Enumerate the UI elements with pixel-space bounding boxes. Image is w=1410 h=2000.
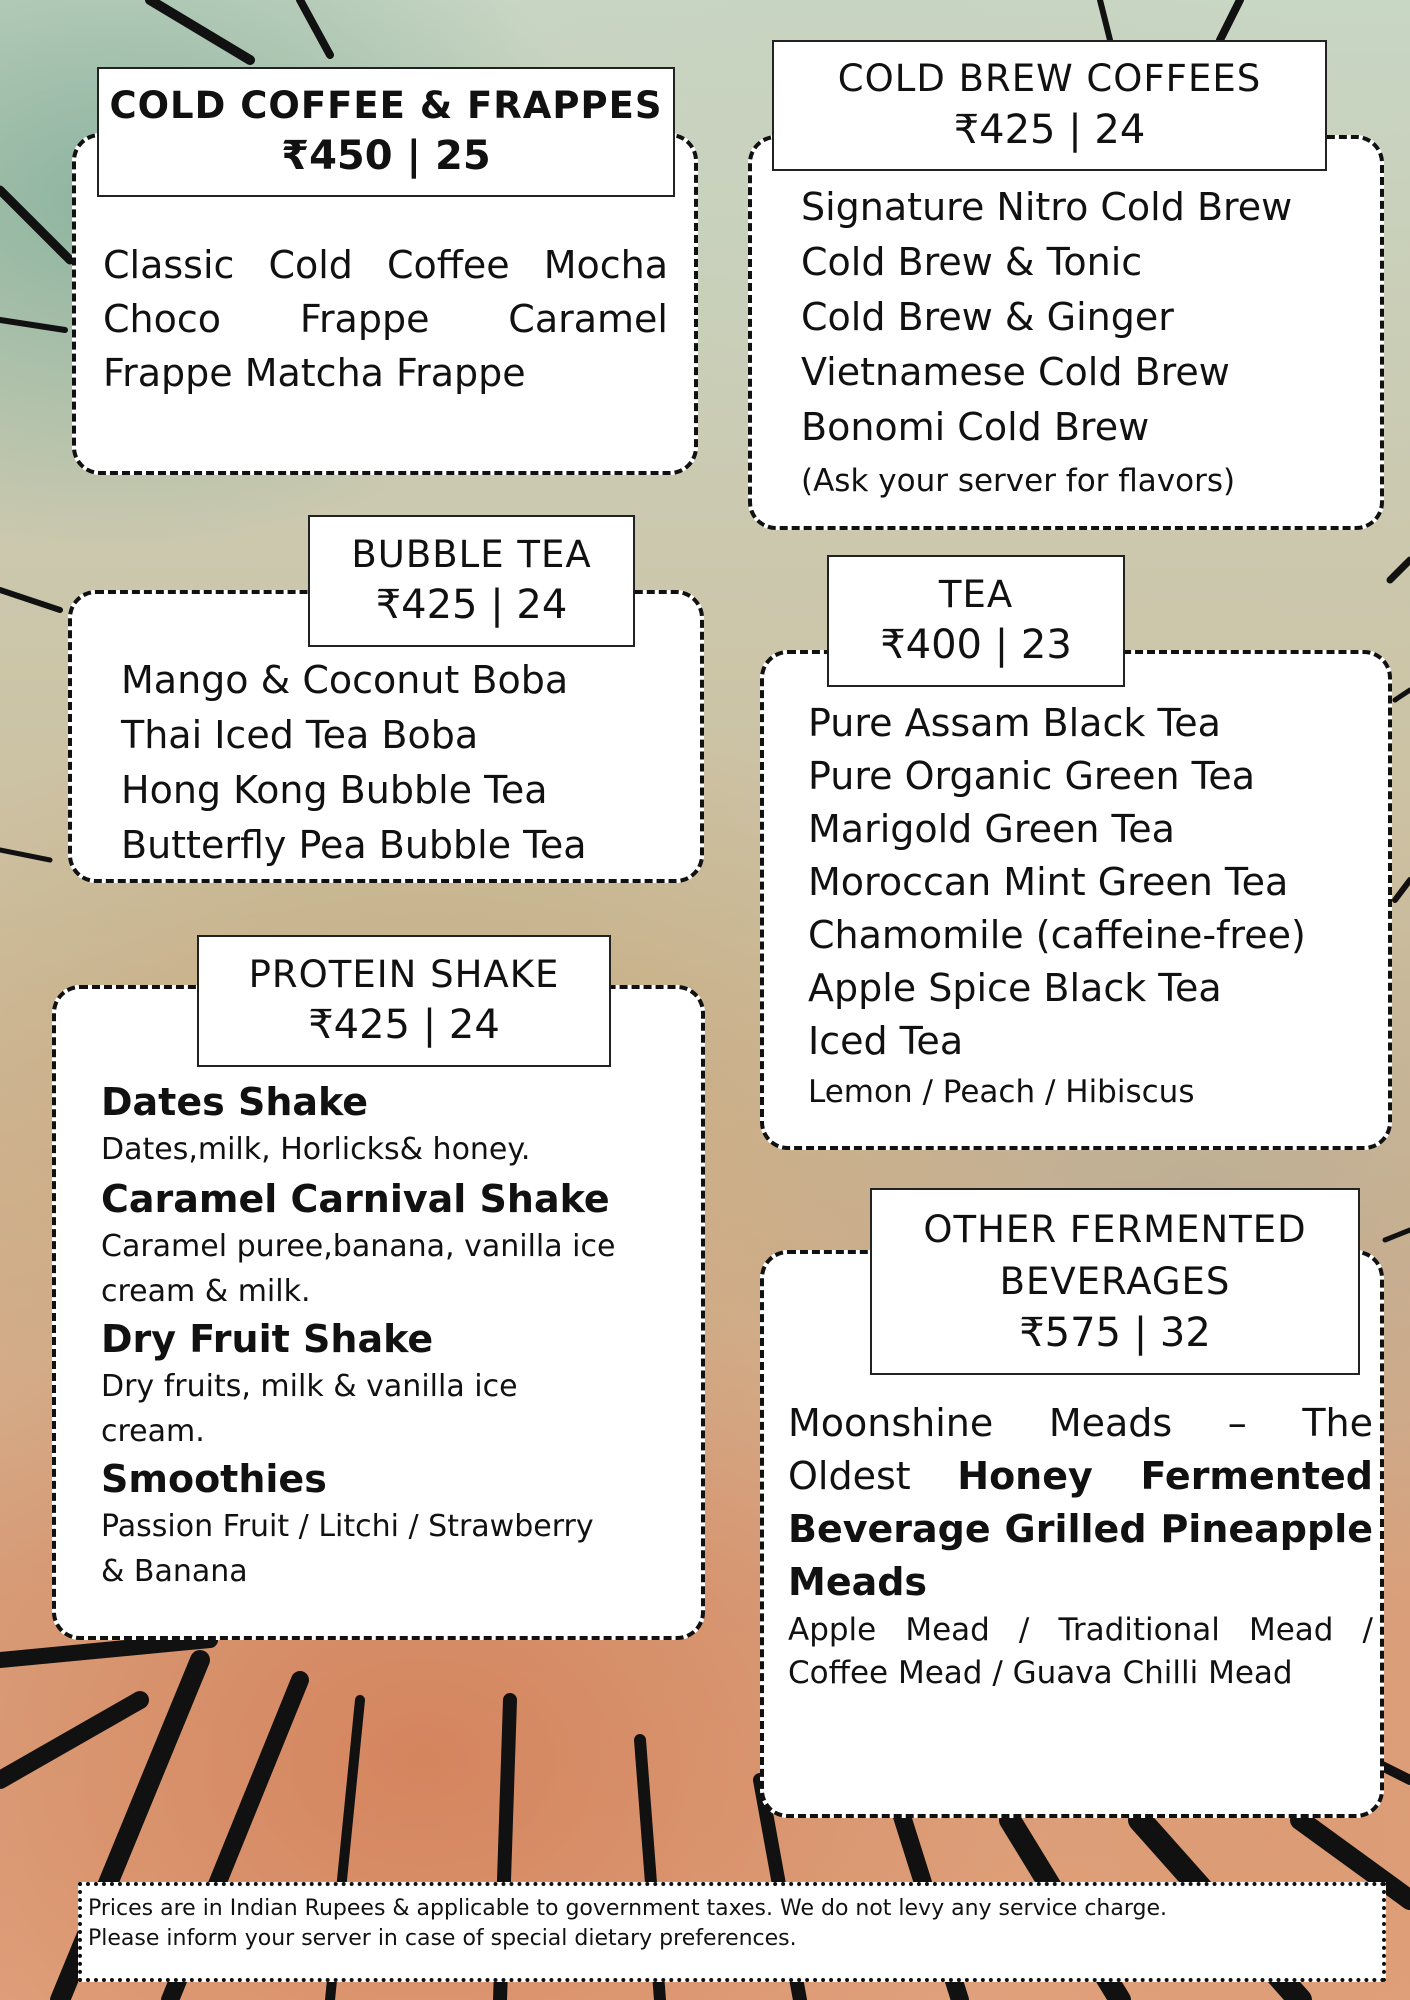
cold-coffee-header	[97, 67, 675, 197]
shake-desc: Dates,milk, Horlicks& honey.	[101, 1132, 531, 1167]
list-item: Mango & Coconut Boba	[121, 658, 569, 702]
fermented-title: OTHER FERMENTED BEVERAGES	[923, 1207, 1307, 1303]
list-item: Bonomi Cold Brew	[801, 405, 1150, 449]
cold-brew-list	[801, 180, 1292, 507]
tea-note: Lemon / Peach / Hibiscus	[808, 1074, 1195, 1110]
fermented-sub: Apple Mead / Traditional Mead / Coffee Mead / Guava Chilli Mead	[788, 1612, 1373, 1691]
list-item: Thai Iced Tea Boba	[121, 713, 479, 757]
list-item: Cold Brew & Ginger	[801, 295, 1174, 339]
tea-header	[827, 555, 1125, 687]
list-item: Chamomile (caffeine-free)	[808, 913, 1306, 957]
list-item: Iced Tea	[808, 1019, 964, 1063]
list-item: Marigold Green Tea	[808, 807, 1175, 851]
footer-note	[78, 1882, 1386, 1982]
fermented-highlight: Honey Fermented Beverage Grilled Pineapple Meads	[788, 1454, 1373, 1604]
protein-shake-list	[101, 1077, 621, 1594]
list-item: Pure Organic Green Tea	[808, 754, 1256, 798]
fermented-price: ₹575 | 32	[1019, 1310, 1211, 1357]
cold-coffee-price: ₹450 | 25	[281, 133, 491, 180]
fermented-header	[870, 1188, 1360, 1375]
cold-brew-price: ₹425 | 24	[953, 106, 1146, 153]
footer-line-1: Prices are in Indian Rupees & applicable to government taxes. We do not levy any service charge.	[88, 1896, 1168, 1921]
cold-brew-header	[772, 40, 1327, 171]
list-item: Moroccan Mint Green Tea	[808, 860, 1289, 904]
footer-line-2: Please inform your server in case of special dietary preferences.	[88, 1926, 797, 1951]
shake-name: Smoothies	[101, 1457, 327, 1501]
list-item: Apple Spice Black Tea	[808, 966, 1222, 1010]
fermented-description	[788, 1397, 1373, 1609]
cold-brew-title: COLD BREW COFFEES	[837, 57, 1262, 101]
list-item: Vietnamese Cold Brew	[801, 350, 1230, 394]
list-item: Hong Kong Bubble Tea	[121, 768, 548, 812]
shake-desc: Dry fruits, milk & vanilla ice cream.	[101, 1369, 518, 1449]
list-item: Butterfly Pea Bubble Tea	[121, 823, 587, 867]
list-item: Cold Brew & Tonic	[801, 240, 1143, 284]
shake-name: Caramel Carnival Shake	[101, 1177, 610, 1221]
protein-shake-price: ₹425 | 24	[308, 1002, 500, 1049]
list-item: Pure Assam Black Tea	[808, 701, 1221, 745]
bubble-tea-price: ₹425 | 24	[375, 582, 568, 629]
shake-name: Dates Shake	[101, 1080, 369, 1124]
tea-list	[808, 697, 1306, 1116]
fermented-intro: Moonshine Meads – The Oldest	[788, 1401, 1373, 1498]
bubble-tea-list	[121, 653, 587, 873]
protein-shake-header	[197, 935, 611, 1067]
shake-desc: Caramel puree,banana, vanilla ice cream & milk.	[101, 1229, 616, 1309]
protein-shake-title: PROTEIN SHAKE	[248, 952, 560, 996]
cold-coffee-items: Classic Cold Coffee Mocha Choco Frappe Caramel Frappe Matcha Frappe	[103, 243, 668, 395]
list-item: Signature Nitro Cold Brew	[801, 185, 1293, 229]
tea-price: ₹400 | 23	[880, 622, 1072, 669]
bubble-tea-title: BUBBLE TEA	[351, 532, 592, 576]
shake-name: Dry Fruit Shake	[101, 1317, 434, 1361]
cold-coffee-title: COLD COFFEE & FRAPPES	[109, 83, 663, 127]
shake-desc: Passion Fruit / Litchi / Strawberry & Banana	[101, 1509, 594, 1589]
cold-brew-note: (Ask your server for flavors)	[801, 463, 1236, 499]
fermented-list	[788, 1397, 1373, 1695]
tea-title: TEA	[938, 572, 1014, 616]
bubble-tea-header	[308, 515, 635, 647]
